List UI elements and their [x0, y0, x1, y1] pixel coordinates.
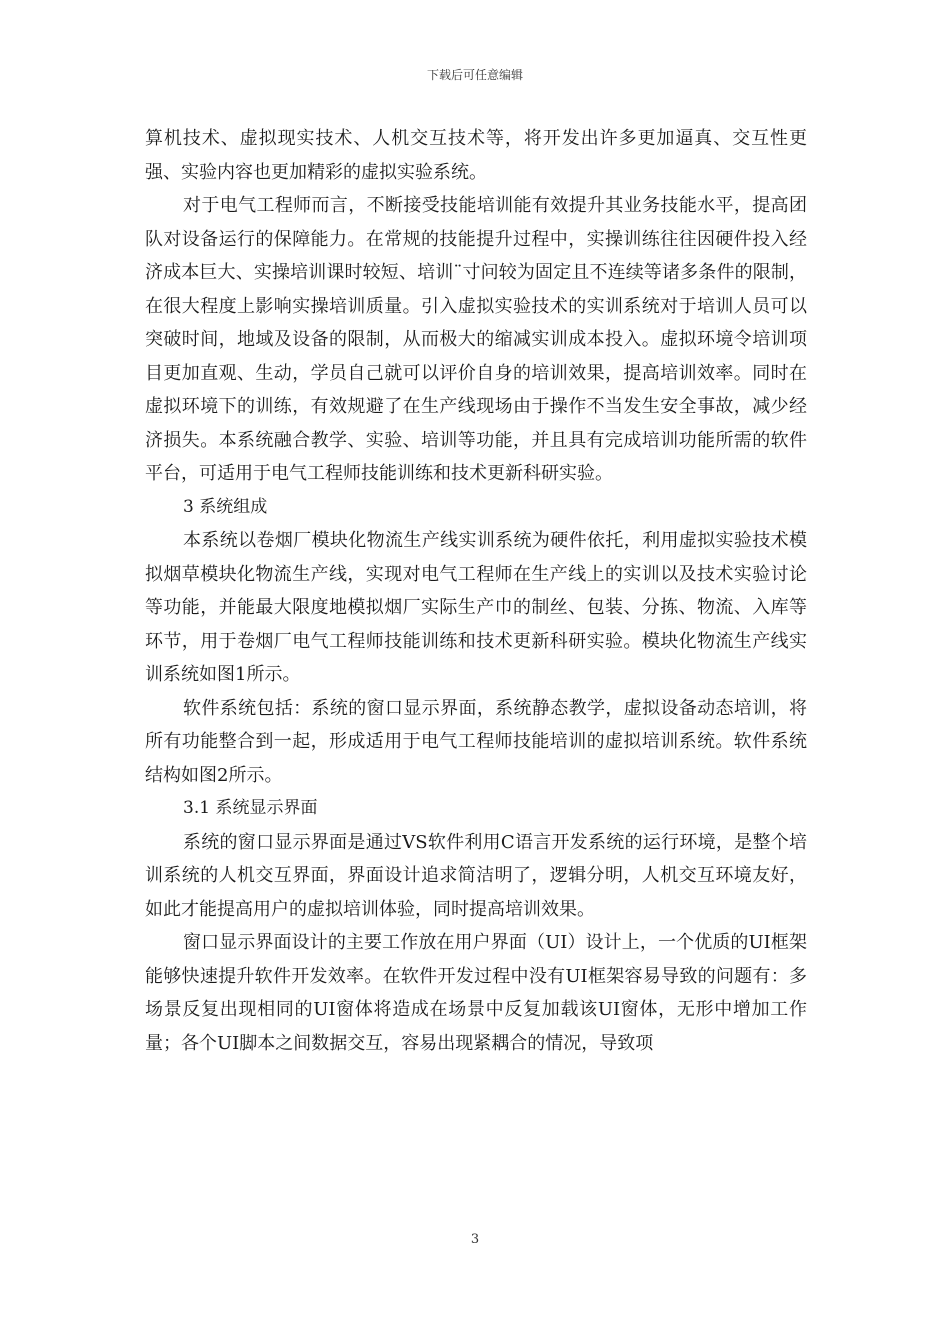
page-number: 3 — [470, 1232, 480, 1247]
paragraph-system-composition: 本系统以卷烟厂模块化物流生产线实训系统为硬件依托，利用虚拟实验技术模拟烟草模块化物流生产线，实现对电气工程师在生产线上的实训以及技术实验讨论等功能，并能最大限度地模拟烟厂实际生产巾的制丝、包装、分拣、物流、入库等环节，用于卷烟厂电气工程师技能训练和技术更新科研实验。模块化物流生产线实训系统如图1所示。 — [145, 530, 807, 685]
paragraph-ui-design: 窗口显示界面设计的主要工作放在用户界面（UI）设计上，一个优质的UI框架能够快速提升软件开发效率。在软件开发过程中没有UI框架容易导致的问题有：多场景反复出现相同的UI窗体将造成在场景中反复加载该UI窗体，无形中增加工作量；各个UI脚本之间数据交互，容易出现紧耦合的情况，导致项 — [145, 932, 807, 1054]
paragraph-display-interface: 系统的窗口显示界面是通过VS软件利用C语言开发系统的运行环境，是整个培训系统的人机交互界面，界面设计追求简洁明了，逻辑分明，人机交互环境友好，如此才能提高用户的虚拟培训体验，同时提高培训效果。 — [145, 831, 807, 920]
paragraph-software-system: 软件系统包括：系统的窗口显示界面，系统静态教学，虚拟设备动态培训，将所有功能整合到一起，形成适用于电气工程师技能培训的虚拟培训系统。软件系统结构如图2所示。 — [145, 697, 807, 786]
paragraph-training-benefits: 对于电气工程师而言，不断接受技能培训能有效提升其业务技能水平，提高团队对设备运行的保障能力。在常规的技能提升过程中，实操训练往往因硬件投入经济成本巨大、实操培训课时较短、培训¨寸问较为固定且不连续等诸多条件的限制，在很大程度上影响实操培训质量。引入虚拟实验技术的实训系统对于培训人员可以突破时间，地域及设备的限制，从而极大的缩减实训成本投入。虚拟环境令培训项目更加直观、生动，学员自己就可以评价自身的培训效果，提高培训效率。同时在虚拟环境下的训练，有效规避了在生产线现场由于操作不当发生安全事故，减少经济损失。本系统融合教学、实验、培训等功能，并且具有完成培训功能所需的软件平台，可适用于电气工程师技能训练和技术更新科研实验。 — [145, 195, 807, 484]
paragraph-continuation: 算机技术、虚拟现实技术、人机交互技术等，将开发出许多更加逼真、交互性更强、实验内容也更加精彩的虚拟实验系统。 — [145, 128, 807, 183]
page-header: 下载后可任意编辑 — [426, 68, 523, 82]
section-heading-3-1: 3.1 系统显示界面 — [183, 798, 318, 818]
section-heading-3: 3 系统组成 — [183, 496, 268, 517]
document-body — [145, 122, 807, 1060]
